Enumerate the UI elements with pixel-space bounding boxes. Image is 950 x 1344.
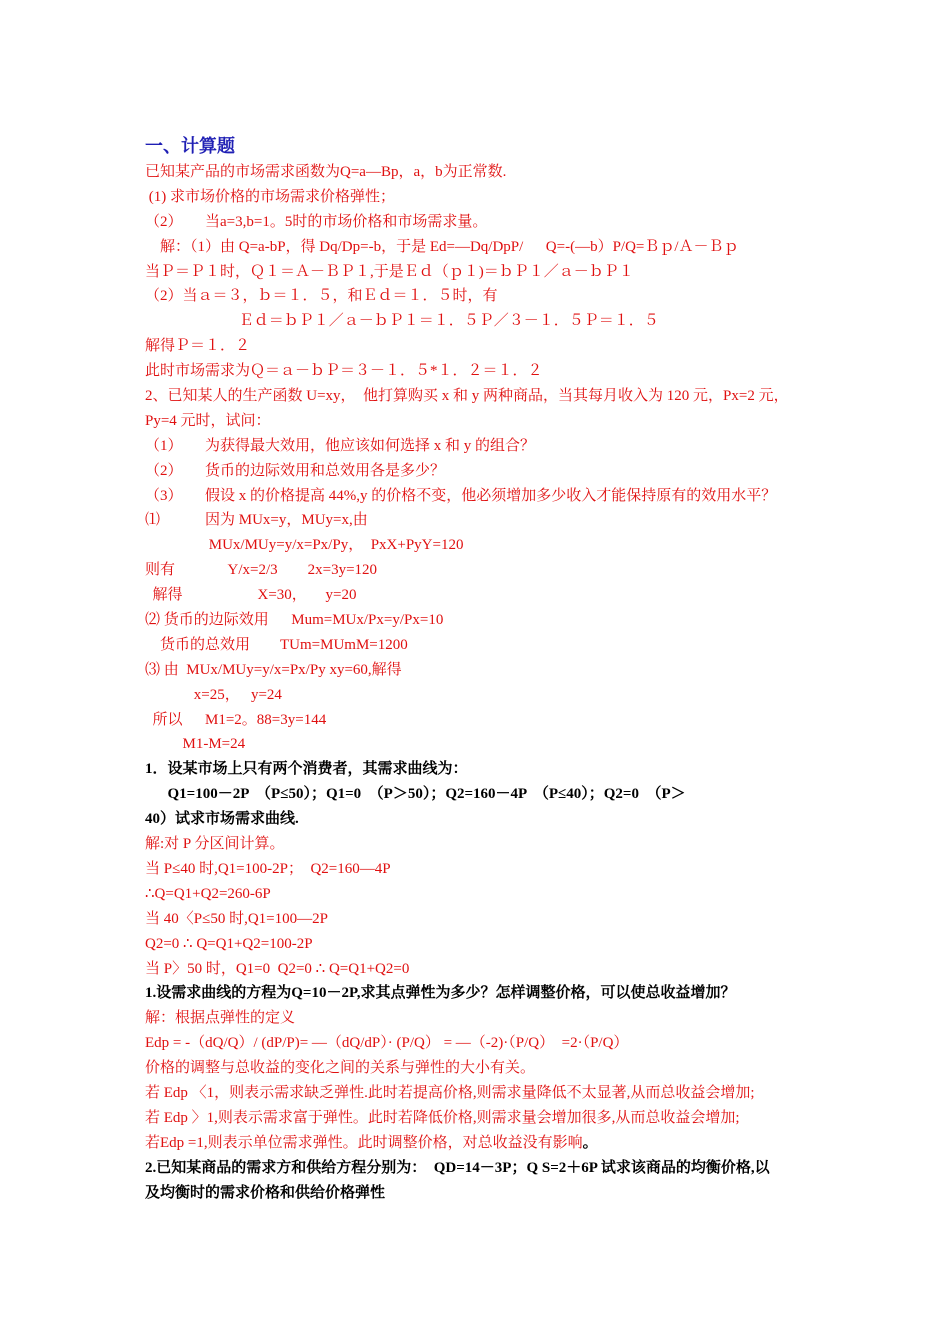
text-line: 解得 X=30， y=20 <box>145 587 357 604</box>
text-line: 当 P〉50 时，Q1=0 Q2=0 ∴ Q=Q1+Q2=0 <box>145 960 410 977</box>
text-line: Ｅｄ＝ｂＰ１／ａ－ｂＰ１＝１．５Ｐ／３－１．５Ｐ＝１．５ <box>145 313 659 330</box>
tail-mark: 。 <box>582 1134 598 1151</box>
text-line: 若Edp =1,则表示单位需求弹性。此时调整价格，对总收益没有影响。 <box>145 1134 598 1151</box>
text-line: 若 Edp 〈1，则表示需求缺乏弹性.此时若提高价格,则需求量降低不太显著,从而总收益会增加; <box>145 1084 755 1101</box>
text-line: 解：根据点弹性的定义 <box>145 1010 296 1027</box>
text-line: （2） 当a=3,b=1。5时的市场价格和市场需求量。 <box>145 213 488 230</box>
text-line: （2）当ａ＝３，ｂ＝１．５，和Ｅｄ＝１．５时，有 <box>145 288 498 305</box>
text-line: M1-M=24 <box>145 736 246 753</box>
text-line: ⑶ 由 MUx/MUy=y/x=Px/Py xy=60,解得 <box>145 661 402 678</box>
text-line: （2） 货币的边际效用和总效用各是多少？ <box>145 462 446 479</box>
text-line: ⑴ 因为 MUx=y，MUy=x,由 <box>145 512 368 529</box>
text-line: 价格的调整与总收益的变化之间的关系与弹性的大小有关。 <box>145 1060 536 1077</box>
document-body <box>145 160 825 1205</box>
text-line: 货币的总效用 TUm=MUmM=1200 <box>145 636 408 653</box>
text-line: MUx/MUy=y/x=Px/Py， PxX+PyY=120 <box>145 537 464 554</box>
question-line: 1.设需求曲线的方程为Q=10－2P,求其点弹性为多少？怎样调整价格，可以使总收益增加？ <box>145 985 736 1002</box>
text-line: 已知某产品的市场需求函数为Q=a—Bp，a，b为正常数. <box>145 164 507 180</box>
text-line: 2、已知某人的生产函数 U=xy， 他打算购买 x 和 y 两种商品，当其每月收入为 120 元，Px=2 元， <box>145 388 789 405</box>
text-line: Py=4 元时，试问： <box>145 412 271 429</box>
question-line: 40）试求市场需求曲线. <box>145 811 299 828</box>
text-line: 解得Ｐ＝１．２ <box>145 338 251 355</box>
text-line: （3） 假设 x 的价格提高 44%,y 的价格不变，他必须增加多少收入才能保持原有的效用水平？ <box>145 487 777 504</box>
text-line: x=25， y=24 <box>145 686 282 703</box>
question-line: 及均衡时的需求价格和供给价格弹性 <box>145 1184 386 1201</box>
text-line: 当Ｐ＝Ｐ１时，Ｑ１＝Ａ－ＢＰ１,于是Ｅｄ（ｐ１)＝ｂＰ１／ａ－ｂＰ１ <box>145 263 634 280</box>
text-line: 当 P≤40 时,Q1=100-2P； Q2=160—4P <box>145 860 391 877</box>
text-line: 所以 M1=2。88=3y=144 <box>145 711 327 728</box>
text-line: 则有 Y/x=2/3 2x=3y=120 <box>145 562 378 579</box>
document-page <box>145 134 825 1205</box>
text-line: ⑵ 货币的边际效用 Mum=MUx/Px=y/Px=10 <box>145 612 444 629</box>
text-line: ∴Q=Q1+Q2=260-6P <box>145 885 271 902</box>
text-line: (1) 求市场价格的市场需求价格弹性； <box>145 188 395 205</box>
text-line: 当 40〈P≤50 时,Q1=100—2P <box>145 910 328 927</box>
text-line: Edp = -（dQ/Q）/ (dP/P)= —（dQ/dP）· (P/Q） = —（-2)·（P/Q） =2·（P/Q） <box>145 1035 629 1052</box>
text-line: 此时市场需求为Ｑ＝ａ－ｂＰ＝３－１．５*１．２＝１．２ <box>145 363 543 380</box>
question-line: 2.已知某商品的需求方和供给方程分别为： QD=14－3P；Q S=2＋6P 试求该商品的均衡价格,以 <box>145 1159 770 1176</box>
question-line: Q1=100－2P （P≤50）；Q1=0 （P＞50）；Q2=160－4P （P≤40）；Q2=0 （P＞ <box>145 786 686 803</box>
text-line: Q2=0 ∴ Q=Q1+Q2=100-2P <box>145 935 313 952</box>
text-line: （1） 为获得最大效用，他应该如何选择 x 和 y 的组合？ <box>145 437 536 454</box>
text-line: 解：（1）由 Q=a-bP，得 Dq/Dp=-b，于是 Ed=—Dq/DpP/ Q=-(—b）P/Q=Ｂｐ/Ａ－Ｂｐ <box>145 238 739 255</box>
text-line: 若 Edp 〉1,则表示需求富于弹性。此时若降低价格,则需求量会增加很多,从而总收益会增加; <box>145 1109 740 1126</box>
text-line: 解:对 P 分区间计算。 <box>145 836 285 853</box>
section-heading: 一、计算题 <box>145 136 235 157</box>
question-line: 1．设某市场上只有两个消费者，其需求曲线为： <box>145 761 468 778</box>
